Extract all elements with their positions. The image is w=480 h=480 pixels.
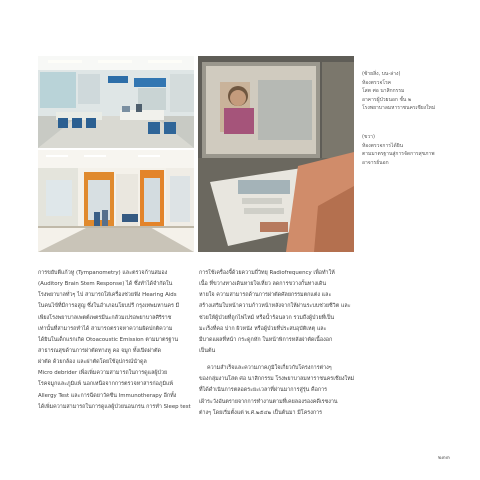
body-line: เท่านั้นที่สามารถทำได้ สามารถตรวจหาความผิดปกติความ (38, 325, 173, 332)
photo-outpatient-lobby (38, 56, 194, 148)
body-line: ช่วยให้ผู้ป่วยที่ถูกไฟไหม้ หรือน้ำร้อนลวก รวมถึงผู้ป่วยที่เป็น (199, 314, 335, 321)
body-line: การขยับตีแก้วหู (Tympanometry) และตรวจก้านสมอง (38, 270, 168, 276)
body-line: ความสำเร็จและความภาคภูมิใจเกี่ยวกับโครงการต่างๆ (207, 365, 332, 372)
photo-caption-top (362, 70, 456, 113)
body-line: มีบาดแผลที่หน้า กระดูกหัก ในหน้าพิการหลังผ่าตัดเนื้องอก (199, 336, 333, 343)
body-line: เป็นต้น (199, 347, 216, 354)
photo-hearing-test-booth (198, 56, 354, 252)
caption-line: (ซ้ายสิ่ง, บน-ล่าง) (362, 71, 401, 77)
body-line: Allergy Test และการฉีดยาวัคซีน Immunotherapy อีกทั้ง (38, 392, 177, 399)
body-line: ของกลุ่มงานโสต ศอ นาสิกกรรม โรงพยาบาลมหาราชนครเชียงใหม่ (199, 376, 355, 383)
body-line: มะเร็งที่คอ ปาก ผิวหนัง หรือผู้ป่วยที่ประสบอุบัติเหตุ และ (199, 325, 327, 332)
caption-line: อาจารย์นอก (362, 159, 389, 166)
body-line: เนื้อ ที่ขวางทางเดินหายใจเหี่ยว ลดการขวางกั้นทางเดิน (199, 281, 327, 288)
body-line: ต่างๆ โดยเริ่มตั้งแต่ พ.ศ.๒๕๔๒ เป็นต้นมา มีโครงการ (199, 409, 323, 416)
caption-line: อาคารผู้ป่วยนอก ชั้น ๒ (362, 96, 412, 103)
body-line: โรคจมูกและภูมิแพ้ นอกเหนือจากการตรวจหาสารก่อภูมิแพ้ (38, 381, 174, 388)
page-number: ๒๓๓ (438, 455, 451, 461)
body-line: สร้างเสริมใบหน้าความก้าวหน้าหลังจากให้ผ่านระบบช่วยชีวิต และ (199, 303, 351, 310)
body-line: เพียงโรงพยาบาลเพตต์เพตรมีนะกลัวมเปรอพยาบาลศิริราช (38, 314, 172, 321)
body-line: ผ่าตัด ด้วยกล้อง และผ่าตัดโดยใช้อุปกรณ์นำดูล (38, 359, 147, 366)
corridor-illustration (38, 150, 194, 252)
caption-line: ห้องตรวจโรค (362, 79, 392, 86)
caption-line: ห้องตรวจการได้ยิน (362, 142, 404, 149)
body-line: ได้ยินในเด็กแรกเกิด Otoacoustic Emission ตามมาตรฐาน (38, 336, 179, 343)
caption-line: โรงพยาบาลมหาราชนครเชียงใหม่ (362, 105, 436, 111)
body-line: หายใจ ความสามารถด้านการผ่าตัดศัลยกรรมตกแต่ง และ (199, 292, 332, 299)
photo-caption-bottom (362, 133, 456, 167)
body-line: ที่ได้ดำเนินการตลอดระยะเวลาที่ผ่านมาการสู่รุ่น คือการ (199, 387, 328, 394)
body-text-right-column (199, 268, 355, 419)
body-text-left-column (38, 268, 194, 413)
body-line: การใช้เครื่องจี้ด้วยความถี่วิทยุ Radiofrequency เพื่อทำให้ (199, 270, 335, 276)
body-line: (Auditory Brain Stem Response) ได้ ซึ่งทำได้จำกัดใน (38, 281, 173, 288)
photo-clinic-corridor (38, 150, 194, 252)
body-line: โรงพยาบาลทั่วๆ ไป สามารถใส่เครื่องช่วยฟัง Hearing Aids (38, 292, 177, 299)
body-line: เฝ้าระวังอันตรายจากการทำงานตามที่เคยลองรองคดีเรซงาน (199, 398, 338, 405)
lobby-illustration (38, 56, 194, 148)
body-line: Micro debrider เพื่อเพิ่มความสามารถในการดูแลผู้ป่วย (38, 370, 168, 377)
caption-line: (ขวา) (362, 134, 375, 140)
booth-illustration (198, 56, 354, 252)
body-line: ได้เพิ่มความสามารถในการดูแลผู้ป่วยนอนกรน การทำ Sleep test (38, 403, 191, 410)
caption-line: โสต ศอ นาสิกกรรม (362, 88, 405, 94)
caption-line: ตามมาตรฐานสู่การจัดการสุขภาพ (362, 151, 435, 157)
body-line: ในคนไข้ที่มีการอสูญ ซึ่งในอำเภอนโยบปรี กรุงเทพมหานคร มี (38, 303, 180, 310)
body-line: สาธารณสุขด้านการผ่าตัดทางหู คอ จมูก ทั้งเปิดผ่าตัด (38, 347, 161, 354)
